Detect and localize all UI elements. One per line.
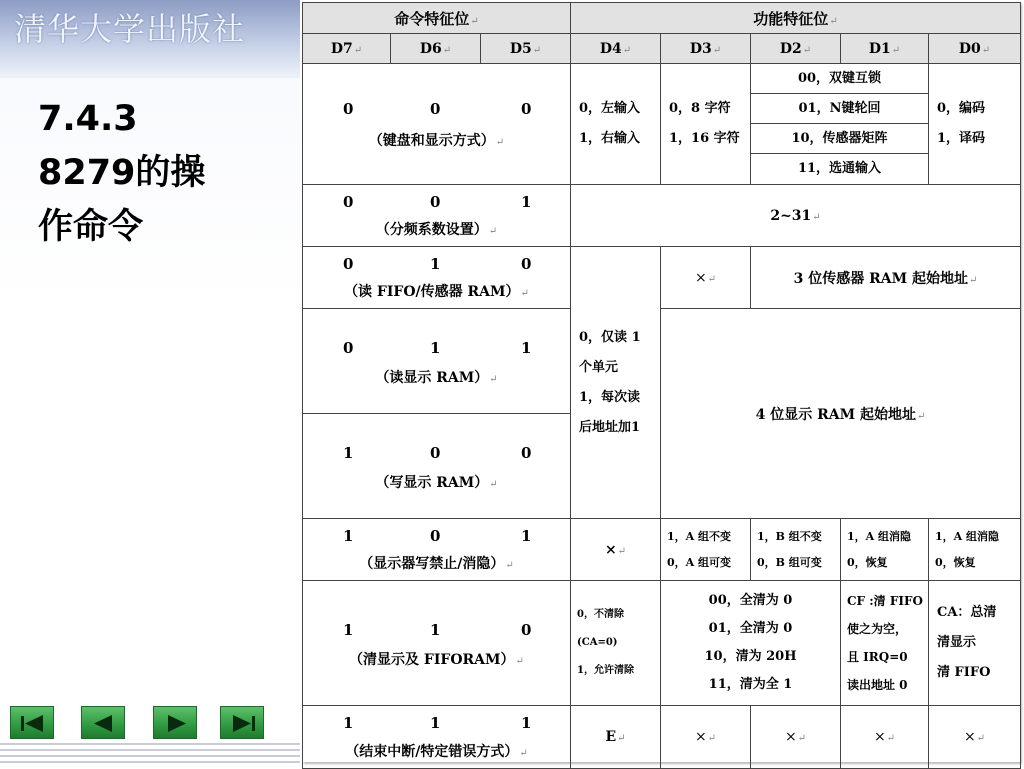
display-address-cell: 4 位显示 RAM 起始地址↵ <box>661 309 1021 519</box>
command-cell: 1 1 0 （清显示及 FIFORAM）↵ <box>303 581 571 706</box>
first-slide-button[interactable] <box>10 706 54 739</box>
table-row <box>303 519 1021 581</box>
bit-header: D7↵ <box>303 34 391 64</box>
command-cell: 1 0 1 （显示器写禁止/消隐）↵ <box>303 519 571 581</box>
prev-slide-button[interactable] <box>81 706 125 739</box>
header-row-bits <box>303 34 1021 64</box>
divider <box>0 761 300 763</box>
d4-cell: ×↵ <box>571 519 661 581</box>
divider <box>0 755 300 757</box>
d3-cell: ×↵ <box>661 247 751 309</box>
d3-cell: ×↵ <box>661 706 751 769</box>
command-table <box>302 2 1021 769</box>
d3-d2-cell: 00，全清为 0 01，全清为 0 10，清为 20H 11，清为全 1 <box>661 581 841 706</box>
command-bits-header: 命令特征位↵ <box>303 3 571 34</box>
table-row <box>303 64 1021 185</box>
next-slide-button[interactable] <box>153 706 197 739</box>
d1-cell: 1，A 组消隐 0，恢复 <box>841 519 929 581</box>
table-row <box>303 309 1021 414</box>
last-slide-icon <box>221 707 265 740</box>
command-cell: 0 1 0 （读 FIFO/传感器 RAM）↵ <box>303 247 571 309</box>
slide-title <box>38 92 288 254</box>
d0-cell: ×↵ <box>929 706 1021 769</box>
d2-cell: 1，B 组不变 0，B 组可变 <box>751 519 841 581</box>
table-row <box>303 581 1021 706</box>
prescaler-range-cell: 2~31↵ <box>571 185 1021 247</box>
d0-cell: 1，A 组消隐 0，恢复 <box>929 519 1021 581</box>
d3-cell: 0，8 字符 1，16 字符 <box>661 64 751 185</box>
divider <box>0 749 300 751</box>
command-cell: 0 0 1 （分频系数设置）↵ <box>303 185 571 247</box>
slide-title-line: 8279的操 <box>38 153 206 193</box>
d1-cell: ×↵ <box>841 706 929 769</box>
d4-cell: 0，不清除 (CA=0) 1，允许清除 <box>571 581 661 706</box>
header-row-groups <box>303 3 1021 34</box>
d0-cell: 0，编码 1，译码 <box>929 64 1021 185</box>
bit-header: D0↵ <box>929 34 1021 64</box>
command-cell: 1 0 0 （写显示 RAM）↵ <box>303 414 571 519</box>
publisher-name: 清华大学出版社 <box>14 10 246 48</box>
table-row <box>303 706 1021 769</box>
command-cell: 0 0 0 （键盘和显示方式）↵ <box>303 64 571 185</box>
publisher-banner <box>0 0 300 78</box>
d2-cell: ×↵ <box>751 706 841 769</box>
first-slide-icon <box>11 707 55 740</box>
bit-header: D3↵ <box>661 34 751 64</box>
command-table-wrapper <box>302 2 1020 762</box>
d2-d1-cell: 00，双键互锁 01，N键轮回 10，传感器矩阵 11，选通输入 <box>751 64 929 185</box>
sidebar-panel <box>0 0 300 768</box>
d1-cell: CF :清 FIFO 使之为空， 且 IRQ=0 读出地址 0 <box>841 581 929 706</box>
table-row <box>303 247 1021 309</box>
d3-cell: 1，A 组不变 0，A 组可变 <box>661 519 751 581</box>
sensor-address-cell: 3 位传感器 RAM 起始地址↵ <box>751 247 1021 309</box>
table-row <box>303 185 1021 247</box>
function-bits-header: 功能特征位↵ <box>571 3 1021 34</box>
d4-cell: 0，左输入 1，右输入 <box>571 64 661 185</box>
prev-slide-icon <box>82 707 126 740</box>
command-cell: 1 1 1 （结束中断/特定错误方式）↵ <box>303 706 571 769</box>
d4-cell: E↵ <box>571 706 661 769</box>
divider <box>0 743 300 745</box>
bit-header: D4↵ <box>571 34 661 64</box>
bit-header: D1↵ <box>841 34 929 64</box>
command-cell: 0 1 1 （读显示 RAM）↵ <box>303 309 571 414</box>
bit-header: D5↵ <box>481 34 571 64</box>
d0-cell: CA：总清 清显示 清 FIFO <box>929 581 1021 706</box>
bit-header: D2↵ <box>751 34 841 64</box>
slide-title-line: 7.4.3 <box>38 99 138 139</box>
last-slide-button[interactable] <box>220 706 264 739</box>
read-mode-cell: 0，仅读 1 个单元 1，每次读 后地址加1 <box>571 247 661 519</box>
bit-header: D6↵ <box>391 34 481 64</box>
slide-title-line: 作命令 <box>38 207 144 247</box>
next-slide-icon <box>154 707 198 740</box>
